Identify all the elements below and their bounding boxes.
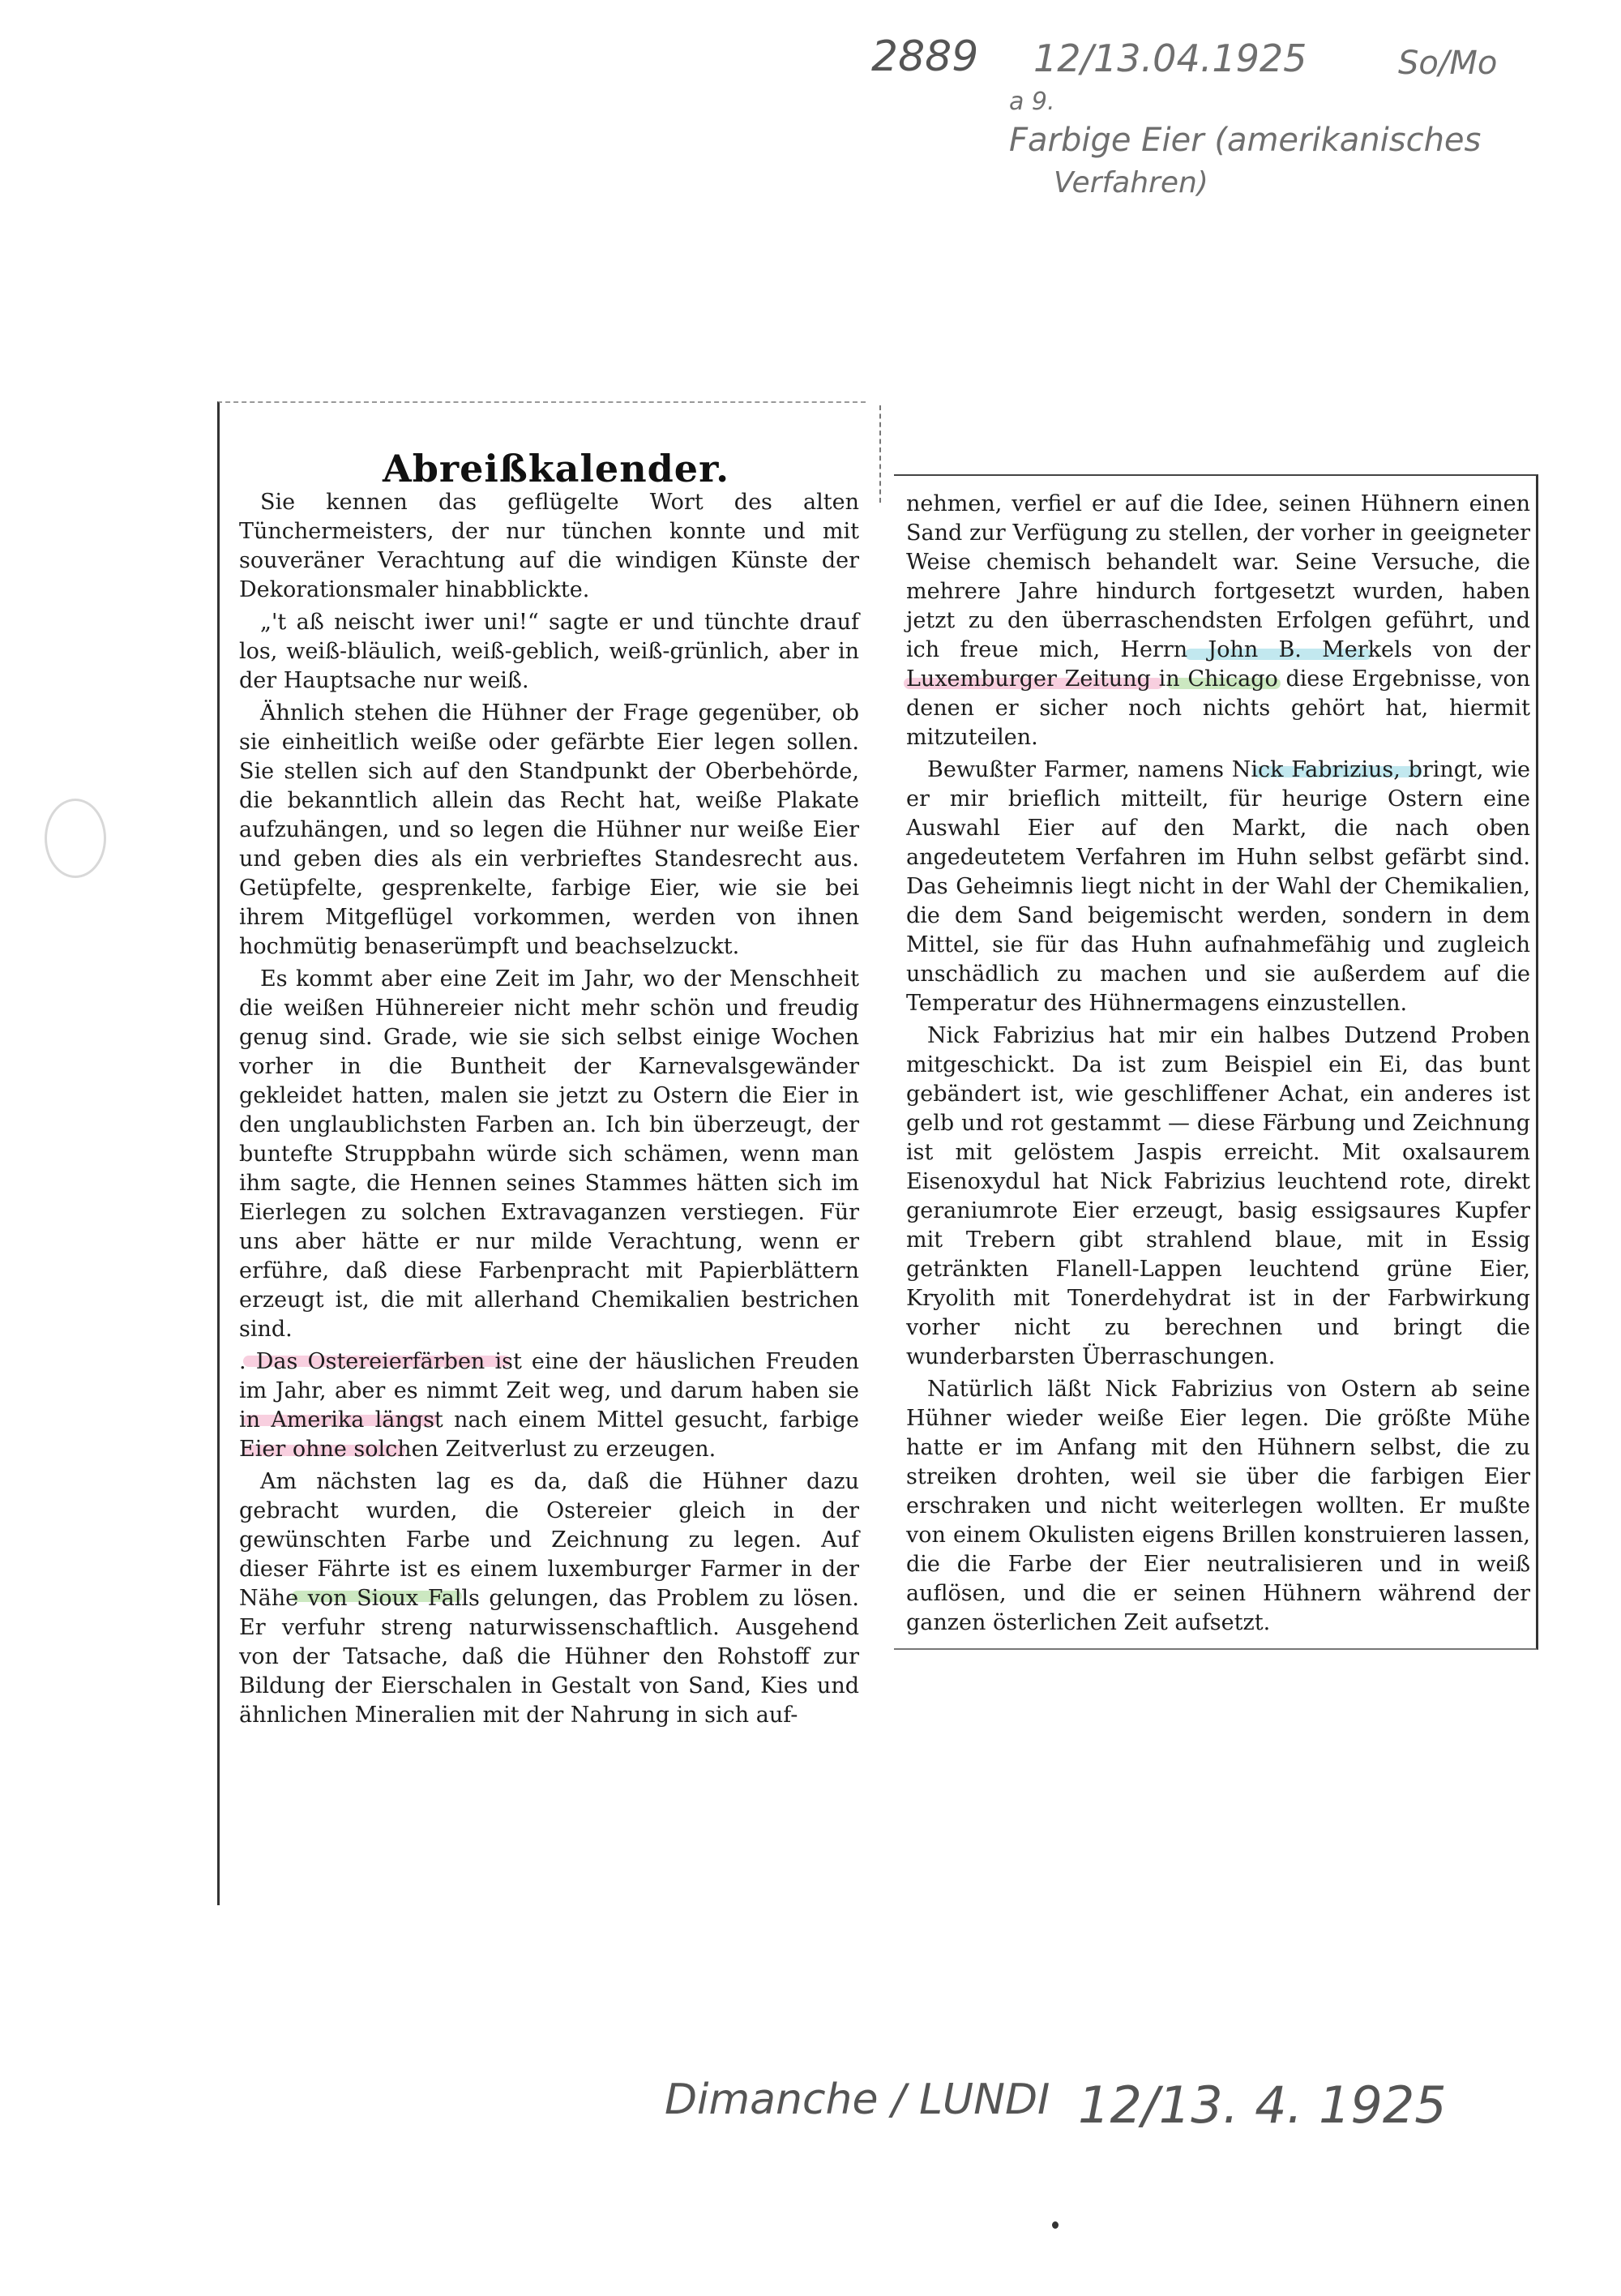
handwritten-days-top: So/Mo	[1398, 45, 1498, 82]
handwritten-subject-line-2: Verfahren)	[1054, 166, 1208, 199]
article-paragraph: Sie kennen das geflügelte Wort des alten Tünchermeisters, der nur tünchen konnte und mit souveräner Verachtung auf die windigen Künste der Dekorationsmaler hinabblickte.	[239, 490, 859, 602]
article-paragraph: Es kommt aber eine Zeit im Jahr, wo der Menschheit die weißen Hühnereier nicht mehr schön und freudig genug sind. Grade, wie sie sich selbst einige Wochen vorher in die Buntheit der Karnevalsgewänder gekleidet hatten, malen sie jetzt zu Ostern die Eier in den unglaublichsten Farben an. Ich bin überzeugt, der buntefte Struppbahn würde sich schämen, wenn man ihm sagte, die Hennen seines Stammes hätten sich im Eierlegen zu solchen Extravaganzen verstiegen. Für uns aber hätte er nur milde Verachtung, wenn er erführe, daß diese Farbenpracht mit Papierblättern erzeugt ist, die mit allerhand Chemikalien bestrichen sind.	[239, 966, 859, 1342]
punch-hole	[45, 799, 106, 878]
article-paragraph: Bewußter Farmer, namens Nick Fabrizius, bringt, wie er mir brieflich mitteilt, für heurige Ostern eine Auswahl Eier auf den Markt, die nach oben angedeutetem Verfahren im Huhn selbst gefärbt sind. Das Geheimnis liegt nicht in der Wahl der Chemikalien, die dem Sand beigemischt werden, sondern in dem Mittel, sie für das Huhn aufnahmefähig und zugleich unschädlich zu machen und sie außerdem auf die Temperatur des Hühnermagens einzustellen.	[906, 757, 1530, 1016]
scan-speck	[1052, 2221, 1059, 2229]
article-paragraph: „'t aß neischt iwer uni!“ sagte er und tünchte drauf los, weiß-bläulich, weiß-geblich, weiß-grünlich, aber in der Hauptsache nur weiß.	[239, 610, 859, 693]
article-paragraph: Natürlich läßt Nick Fabrizius von Ostern ab seine Hühner wieder weiße Eier legen. Die größte Mühe hatte er im Anfang mit den Hühnern selbst, die zu streiken drohten, weil sie über die farbigen Eier erschraken und nicht weiterlegen wollten. Er mußte von einem Okulisten eigens Brillen konstruieren lassen, die die Farbe der Eier neutralisieren und in weiß auflösen, und die er seinen Hühnern während der ganzen österlichen Zeit aufsetzt.	[906, 1377, 1530, 1635]
handwritten-date-bottom: 12/13. 4. 1925	[1078, 2075, 1447, 2135]
article-paragraph: Am nächsten lag es da, daß die Hühner dazu gebracht wurden, die Ostereier gleich in der gewünschten Farbe und Zeichnung zu legen. Auf dieser Fährte ist es einem luxemburger Farmer in der Nähe von Sioux Falls gelungen, das Problem zu lösen. Er verfuhr streng naturwissenschaftlich. Ausgehend von der Tatsache, daß die Hühner den Rohstoff zur Bildung der Eierschalen in Gestalt von Sand, Kies und ähnlichen Mineralien mit der Nahrung in sich auf-	[239, 1469, 859, 1728]
handwritten-days-bottom: Dimanche / LUNDI	[665, 2075, 1050, 2124]
article-paragraph: Nick Fabrizius hat mir ein halbes Dutzend Proben mitgeschickt. Da ist zum Beispiel ein Ei, das bunt gebändert ist, wie geschliffener Achat, ein anderes ist gelb und rot gestammt — diese Färbung und Zeichnung ist mit gelöstem Jaspis erreicht. Mit oxalsaurem Eisenoxydul hat Nick Fabrizius leuchtend rote, direkt geraniumrote Eier erzeugt, basig essigsaures Kupfer mit Trebern gibt strahlend blaue, mit in Essig getränkten Flanell-Lappen leuchtend grüne Eier, Kryolith mit Tonerdehydrat ist in der Farbwirkung vorher nicht zu berechnen und bringt die wunderbarsten Überraschungen.	[906, 1023, 1530, 1369]
archive-number: 2889	[871, 32, 979, 81]
article-column-left	[239, 488, 859, 1733]
article-column-right	[906, 490, 1530, 1641]
clipping-left-cut	[879, 405, 881, 503]
handwritten-date-top: 12/13.04.1925	[1033, 36, 1307, 80]
article-paragraph: nehmen, verfiel er auf die Idee, seinen Hühnern einen Sand zur Verfügung zu stellen, der vorher in geeigneter Weise chemisch behandelt war. Seine Versuche, die mehrere Jahre hindurch fortgesetzt wurden, haben jetzt zu den überraschendsten Erfolgen geführt, und ich freue mich, Herrn John B. Merkels von der Luxemburger Zeitung in Chicago diese Ergebnisse, von denen er sicher noch nichts gehört hat, hiermit mitzuteilen.	[906, 491, 1530, 750]
article-paragraph: . Das Ostereierfärben ist eine der häuslichen Freuden im Jahr, aber es nimmt Zeit weg, und darum haben sie in Amerika längst nach einem Mittel gesucht, farbige Eier ohne solchen Zeitverlust zu erzeugen.	[239, 1347, 859, 1464]
article-paragraph: Ähnlich stehen die Hühner der Frage gegenüber, ob sie einheitlich weiße oder gefärbte Eier legen sollen. Sie stellen sich auf den Standpunkt der Oberbehörde, die bekanntlich allein das Recht hat, weiße Plakate aufzuhängen, und so legen die Hühner nur weiße Eier und geben dies als ein verbrieftes Standesrecht aus. Getüpfelte, gesprenkelte, farbige Eier, wie sie bei ihrem Mitgeflügel vorkommen, werden von ihnen hochmütig benaserümpft und beachselzuckt.	[239, 700, 859, 959]
handwritten-index: a 9.	[1009, 88, 1055, 116]
handwritten-subject-line-1: Farbige Eier (amerikanisches	[1009, 122, 1482, 159]
article-title: Abreißkalender.	[383, 446, 730, 490]
